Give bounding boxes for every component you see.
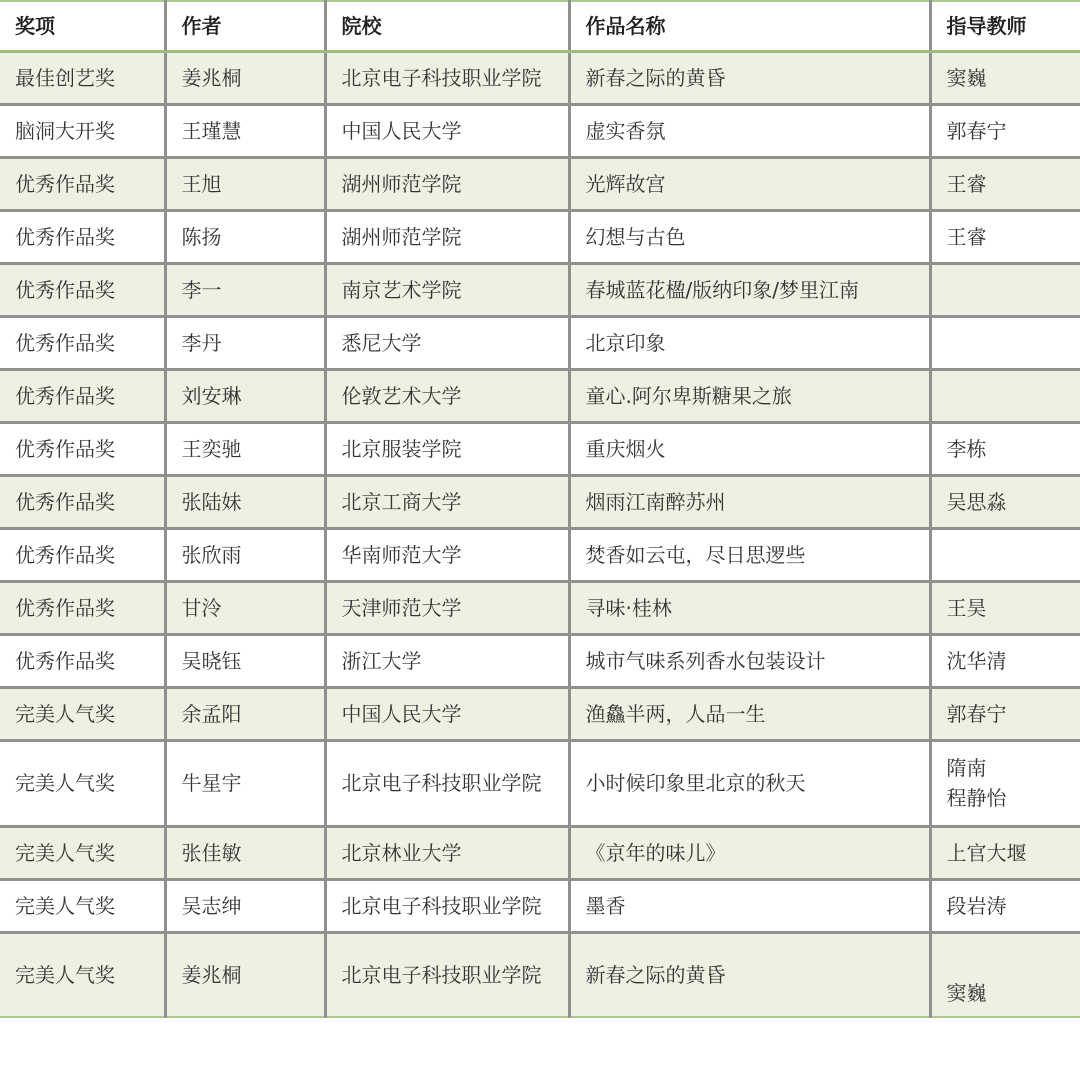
cell-school: 北京电子科技职业学院 [325, 51, 569, 104]
table-row [0, 740, 1080, 826]
table-header [0, 1, 1080, 51]
cell-work-title: 渔鱻半两，人品一生 [569, 687, 930, 740]
table-row [0, 932, 1080, 1017]
teacher-name: 程静怡 [946, 786, 1007, 810]
cell-award: 完美人气奖 [0, 740, 165, 826]
cell-school: 北京电子科技职业学院 [325, 879, 569, 932]
cell-school: 北京电子科技职业学院 [325, 740, 569, 826]
cell-teacher [930, 157, 1080, 210]
table-row [0, 263, 1080, 316]
teacher-name: 王睿 [946, 171, 987, 196]
table-row [0, 157, 1080, 210]
cell-author: 李一 [165, 263, 325, 316]
teacher-name: 郭春宁 [946, 118, 1007, 143]
cell-work-title: 北京印象 [569, 316, 930, 369]
cell-award: 完美人气奖 [0, 826, 165, 879]
cell-teacher [930, 104, 1080, 157]
cell-author: 张欣雨 [165, 528, 325, 581]
cell-award: 完美人气奖 [0, 687, 165, 740]
table-row [0, 422, 1080, 475]
cell-school: 中国人民大学 [325, 687, 569, 740]
teacher-name: 隋南 [946, 756, 987, 780]
cell-teacher [930, 581, 1080, 634]
table-row [0, 369, 1080, 422]
cell-work-title: 墨香 [569, 879, 930, 932]
cell-work-title: 城市气味系列香水包装设计 [569, 634, 930, 687]
cell-school: 北京服装学院 [325, 422, 569, 475]
cell-award: 优秀作品奖 [0, 210, 165, 263]
teacher-name: 王昊 [946, 595, 987, 620]
cell-author: 甘泠 [165, 581, 325, 634]
cell-award: 完美人气奖 [0, 932, 165, 1017]
cell-author: 王旭 [165, 157, 325, 210]
cell-author: 姜兆桐 [165, 51, 325, 104]
cell-school: 中国人民大学 [325, 104, 569, 157]
cell-work-title: 光辉故宫 [569, 157, 930, 210]
table-row [0, 634, 1080, 687]
cell-award: 完美人气奖 [0, 879, 165, 932]
table-row [0, 51, 1080, 104]
cell-award: 优秀作品奖 [0, 157, 165, 210]
cell-work-title: 焚香如云屯，尽日思逻些 [569, 528, 930, 581]
table-row [0, 104, 1080, 157]
cell-award: 优秀作品奖 [0, 263, 165, 316]
cell-school: 悉尼大学 [325, 316, 569, 369]
cell-school: 湖州师范学院 [325, 210, 569, 263]
cell-work-title: 《京年的味儿》 [569, 826, 930, 879]
cell-teacher [930, 528, 1080, 581]
teacher-name: 窦巍 [946, 981, 987, 1005]
teacher-name: 段岩涛 [946, 893, 1007, 918]
header-award: 奖项 [0, 1, 165, 51]
table-row [0, 475, 1080, 528]
cell-work-title: 小时候印象里北京的秋天 [569, 740, 930, 826]
cell-award: 优秀作品奖 [0, 634, 165, 687]
cell-award: 优秀作品奖 [0, 581, 165, 634]
table-row [0, 826, 1080, 879]
cell-award: 优秀作品奖 [0, 422, 165, 475]
cell-author: 牛星宇 [165, 740, 325, 826]
cell-work-title: 春城蓝花楹/版纳印象/梦里江南 [569, 263, 930, 316]
cell-school: 华南师范大学 [325, 528, 569, 581]
cell-teacher [930, 263, 1080, 316]
cell-teacher [930, 369, 1080, 422]
cell-author: 张佳敏 [165, 826, 325, 879]
cell-teacher [930, 422, 1080, 475]
cell-teacher [930, 316, 1080, 369]
cell-award: 优秀作品奖 [0, 475, 165, 528]
header-row [0, 1, 1080, 51]
cell-author: 吴晓钰 [165, 634, 325, 687]
cell-school: 北京电子科技职业学院 [325, 932, 569, 1017]
teacher-name: 上官大堰 [946, 840, 1027, 865]
cell-author: 张陆妹 [165, 475, 325, 528]
cell-award: 优秀作品奖 [0, 369, 165, 422]
cell-award: 优秀作品奖 [0, 528, 165, 581]
cell-work-title: 新春之际的黄昏 [569, 932, 930, 1017]
teacher-name: 沈华清 [946, 648, 1007, 673]
teacher-name: 窦巍 [946, 65, 987, 90]
cell-author: 王瑾慧 [165, 104, 325, 157]
teacher-name: 吴思淼 [946, 489, 1007, 514]
cell-teacher [930, 51, 1080, 104]
table-row [0, 879, 1080, 932]
cell-school: 南京艺术学院 [325, 263, 569, 316]
cell-author: 陈扬 [165, 210, 325, 263]
header-work-title: 作品名称 [569, 1, 930, 51]
teacher-name: 王睿 [946, 224, 987, 249]
cell-author: 王奕驰 [165, 422, 325, 475]
cell-teacher [930, 826, 1080, 879]
cell-author: 刘安琳 [165, 369, 325, 422]
cell-work-title: 童心.阿尔卑斯糖果之旅 [569, 369, 930, 422]
header-author: 作者 [165, 1, 325, 51]
table-row [0, 581, 1080, 634]
cell-school: 天津师范大学 [325, 581, 569, 634]
teacher-name: 李栋 [946, 436, 987, 461]
table-row [0, 316, 1080, 369]
cell-teacher [930, 634, 1080, 687]
cell-school: 浙江大学 [325, 634, 569, 687]
cell-school: 伦敦艺术大学 [325, 369, 569, 422]
cell-award: 脑洞大开奖 [0, 104, 165, 157]
cell-author: 姜兆桐 [165, 932, 325, 1017]
table-row [0, 210, 1080, 263]
table-row [0, 687, 1080, 740]
header-school: 院校 [325, 1, 569, 51]
cell-teacher [930, 210, 1080, 263]
cell-school: 湖州师范学院 [325, 157, 569, 210]
cell-teacher [930, 687, 1080, 740]
cell-author: 李丹 [165, 316, 325, 369]
cell-school: 北京工商大学 [325, 475, 569, 528]
teacher-name: 郭春宁 [946, 701, 1007, 726]
table-body [0, 51, 1080, 1017]
cell-teacher [930, 740, 1080, 826]
header-teacher: 指导教师 [930, 1, 1080, 51]
cell-teacher [930, 879, 1080, 932]
cell-work-title: 幻想与古色 [569, 210, 930, 263]
cell-award: 最佳创艺奖 [0, 51, 165, 104]
table-row [0, 528, 1080, 581]
cell-author: 吴志绅 [165, 879, 325, 932]
cell-work-title: 虚实香氛 [569, 104, 930, 157]
cell-work-title: 重庆烟火 [569, 422, 930, 475]
cell-teacher [930, 475, 1080, 528]
cell-author: 余孟阳 [165, 687, 325, 740]
cell-teacher [930, 932, 1080, 1017]
cell-work-title: 寻味·桂林 [569, 581, 930, 634]
cell-work-title: 烟雨江南醉苏州 [569, 475, 930, 528]
cell-school: 北京林业大学 [325, 826, 569, 879]
cell-award: 优秀作品奖 [0, 316, 165, 369]
cell-work-title: 新春之际的黄昏 [569, 51, 930, 104]
